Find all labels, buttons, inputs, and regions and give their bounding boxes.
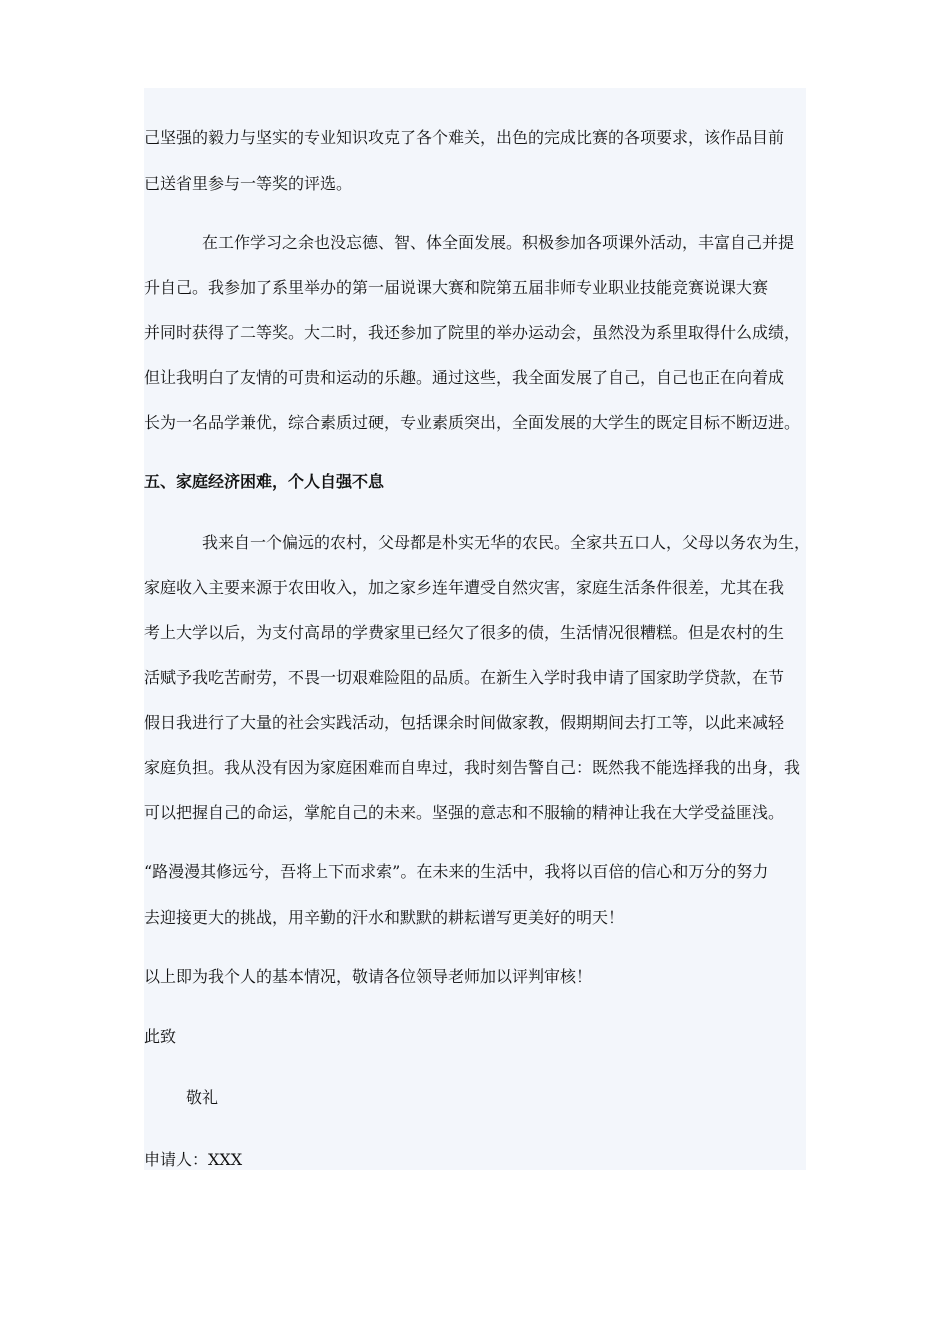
paragraph-line: 家庭收入主要来源于农田收入，加之家乡连年遭受自然灾害，家庭生活条件很差，尤其在我: [144, 578, 785, 597]
paragraph-line: 长为一名品学兼优，综合素质过硬，专业素质突出，全面发展的大学生的既定目标不断迈进。: [144, 413, 801, 432]
salutation-cizhi: 此致: [144, 1027, 177, 1046]
paragraph-line: 已送省里参与一等奖的评选。: [144, 174, 353, 193]
paragraph-line: 家庭负担。我从没有因为家庭困难而自卑过，我时刻告警自己：既然我不能选择我的出身，我: [144, 758, 801, 777]
paragraph-line: 升自己。我参加了系里举办的第一届说课大赛和院第五届非师专业职业技能竞赛说课大赛: [144, 278, 769, 297]
applicant-signature: 申请人：XXX: [144, 1150, 243, 1169]
paragraph-line: 假日我进行了大量的社会实践活动，包括课余时间做家教，假期期间去打工等，以此来减轻: [144, 713, 785, 732]
paragraph-line: 但让我明白了友情的可贵和运动的乐趣。通过这些，我全面发展了自己，自己也正在向着成: [144, 368, 785, 387]
section-heading: 五、家庭经济困难，个人自强不息: [144, 472, 385, 491]
paragraph-line: “路漫漫其修远兮，吾将上下而求索”。在未来的生活中，我将以百倍的信心和万分的努力: [144, 862, 769, 881]
paragraph-line: 并同时获得了二等奖。大二时，我还参加了院里的举办运动会，虽然没为系里取得什么成绩，: [144, 323, 801, 342]
paragraph-line: 去迎接更大的挑战，用辛勤的汗水和默默的耕耘谱写更美好的明天！: [144, 908, 625, 927]
paragraph-line: 可以把握自己的命运，掌舵自己的未来。坚强的意志和不服输的精神让我在大学受益匪浅。: [144, 803, 785, 822]
paragraph-line: 活赋予我吃苦耐劳，不畏一切艰难险阻的品质。在新生入学时我申请了国家助学贷款，在节: [144, 668, 785, 687]
paragraph-line: 我来自一个偏远的农村，父母都是朴实无华的农民。全家共五口人，父母以务农为生，: [202, 533, 811, 552]
paragraph-line: 在工作学习之余也没忘德、智、体全面发展。积极参加各项课外活动，丰富自己并提: [202, 233, 795, 252]
closing-statement: 以上即为我个人的基本情况，敬请各位领导老师加以评判审核！: [144, 967, 593, 986]
paragraph-line: 考上大学以后，为支付高昂的学费家里已经欠了很多的债，生活情况很糟糕。但是农村的生: [144, 623, 785, 642]
paragraph-line: 己坚强的毅力与坚实的专业知识攻克了各个难关，出色的完成比赛的各项要求，该作品目前: [144, 128, 785, 147]
salutation-jingli: 敬礼: [186, 1088, 219, 1107]
